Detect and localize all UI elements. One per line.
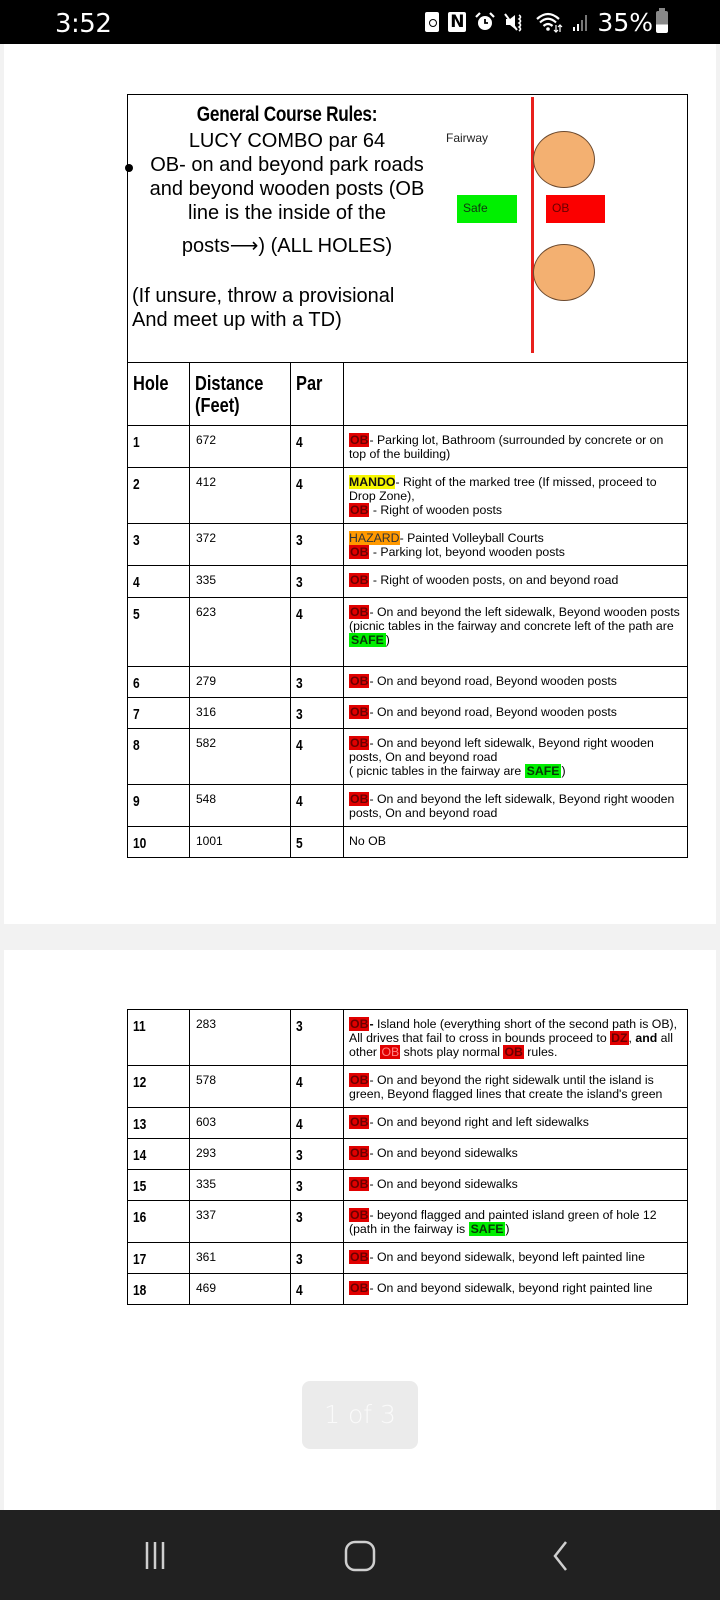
ob-tag: OB [350,503,369,517]
rule-text: - On and beyond sidewalk, beyond left painted line [369,1250,645,1264]
mando-tag: MANDO [349,475,396,489]
hole-number: 11 [128,1010,190,1066]
ob-tag: OB [350,1177,369,1191]
rule-text: - Right of the marked tree (If missed, proceed to Drop Zone), [349,475,657,503]
hole-number: 14 [128,1139,190,1170]
hole-par: 3 [291,1139,344,1170]
rule-line: OB- on and beyond park roads [150,154,424,176]
holes-table-page-1 [127,362,688,858]
hole-row [128,1139,688,1170]
status-bar [0,0,720,44]
hole-rules [344,785,688,827]
status-icons [425,8,668,36]
ob-line [531,97,534,353]
safe-tag: SAFE [470,1222,504,1236]
safe-tag: SAFE [351,633,384,647]
hole-par: 4 [291,598,344,667]
ob-tag: OB [504,1045,523,1059]
ob-tag: OB [350,1073,369,1087]
signal-icon [572,13,590,31]
hole-row [128,1066,688,1108]
rule-text: - On and beyond right and left sidewalks [369,1115,589,1129]
rule-text: - beyond flagged and painted island green of hole 12 [369,1208,657,1222]
hole-distance: 335 [190,566,291,598]
hole-row [128,698,688,729]
hole-par: 3 [291,524,344,566]
hole-rules [344,1108,688,1139]
rule-text: No OB [349,834,386,848]
hole-rules [344,1170,688,1201]
hole-rules [344,598,688,667]
hole-distance: 335 [190,1170,291,1201]
hole-par: 5 [291,827,344,858]
navigation-bar [0,1510,720,1600]
rule-text: and [635,1031,658,1045]
rule-text: ) [385,633,390,647]
rule-text: (picnic tables in the fairway and concrete left of the path are [349,619,674,633]
hole-number: 3 [128,524,190,566]
hole-par: 4 [291,785,344,827]
hole-row [128,566,688,598]
hole-rules [344,524,688,566]
hole-par: 4 [291,729,344,785]
hole-distance: 1001 [190,827,291,858]
hole-par: 3 [291,1010,344,1066]
home-button[interactable] [340,1536,380,1576]
holes-table-page-2 [127,1009,688,1305]
hole-row [128,1201,688,1243]
rule-text: - Painted Volleyball Courts [399,531,544,545]
hole-rules [344,468,688,524]
hole-rules [344,1201,688,1243]
hole-row [128,785,688,827]
rule-text: rules. [523,1045,558,1059]
hole-rules [344,729,688,785]
ob-tag: OB [350,1146,369,1160]
ob-tag: OB [350,705,369,719]
ob-tag: OB [381,1045,400,1059]
hole-par: 3 [291,1170,344,1201]
recents-button[interactable] [140,1536,180,1576]
rule-text: - On and beyond sidewalk, beyond right painted line [369,1281,653,1295]
header-rules [344,363,688,426]
rule-text: - On and beyond the left sidewalk, Beyond wooden posts [369,605,680,619]
hole-number: 6 [128,667,190,698]
hole-row [128,1170,688,1201]
battery-icon [656,11,668,33]
hole-row [128,1108,688,1139]
hole-par: 3 [291,698,344,729]
rule-text: - On and beyond road, Beyond wooden posts [369,705,617,719]
ob-line-diagram [446,95,689,363]
hole-number: 1 [128,426,190,468]
hole-row [128,1243,688,1274]
wifi-icon [535,11,563,33]
hole-row [128,468,688,524]
ob-label: OB [546,195,605,223]
hole-rules [344,566,688,598]
rules-note: (If unsure, throw a provisional [132,285,395,307]
hole-distance: 361 [190,1243,291,1274]
hole-distance: 412 [190,468,291,524]
hole-distance: 603 [190,1108,291,1139]
rule-text: - Right of wooden posts, on and beyond road [369,573,619,587]
hole-number: 15 [128,1170,190,1201]
hole-number: 9 [128,785,190,827]
rule-text: ( picnic tables in the fairway are [349,764,525,778]
hole-rules [344,827,688,858]
rule-text: - On and beyond the left sidewalk, Beyond right wooden posts, On and beyond road [349,792,675,820]
hole-rules [344,1139,688,1170]
wooden-post-icon [533,131,595,188]
hole-par: 4 [291,1108,344,1139]
nfc-icon: N [450,12,465,32]
safe-label: Safe [457,195,517,223]
hole-distance: 578 [190,1066,291,1108]
rule-text: - On and beyond the right sidewalk until the island is green, Beyond flagged lines that create the island's green [349,1073,663,1101]
rule-text: ) [505,1222,510,1236]
hole-row [128,598,688,667]
hole-row [128,1010,688,1066]
hole-distance: 372 [190,524,291,566]
battery-percent: 35% [597,7,653,37]
rules-header-box [127,94,688,362]
ob-tag: OB [350,1281,369,1295]
course-name: LUCY COMBO par 64 [188,130,386,152]
hole-number: 13 [128,1108,190,1139]
rule-line: line is the inside of the [188,202,386,224]
ob-tag: OB [350,736,369,750]
hole-rules [344,426,688,468]
rule-text: - On and beyond left sidewalk, Beyond right wooden posts, On and beyond road [349,736,654,764]
rule-text: ) [561,764,566,778]
hole-par: 4 [291,1066,344,1108]
hole-par: 4 [291,468,344,524]
ob-tag: OB [350,1250,369,1264]
rules-title: General Course Rules: [196,103,378,126]
hole-distance: 623 [190,598,291,667]
hole-rules [344,667,688,698]
rule-text: - On and beyond road, Beyond wooden posts [369,674,617,688]
hole-row [128,827,688,858]
fairway-label: Fairway [446,131,489,145]
hole-rules [344,1010,688,1066]
hole-number: 12 [128,1066,190,1108]
header-distance: Distance (Feet) [190,363,291,426]
hazard-tag: HAZARD [349,531,400,545]
hole-number: 18 [128,1274,190,1305]
vibrate-mute-icon [504,12,526,32]
ob-tag: OB [350,1208,369,1222]
wooden-post-icon [533,244,595,301]
hole-distance: 293 [190,1139,291,1170]
hole-rules [344,698,688,729]
hole-par: 4 [291,1274,344,1305]
alarm-icon [475,12,495,32]
ob-tag: OB [350,433,369,447]
hole-number: 8 [128,729,190,785]
hole-number: 2 [128,468,190,524]
rule-line: posts⟶) (ALL HOLES) [181,235,393,257]
rules-note: And meet up with a TD) [132,309,342,331]
rule-text: (path in the fairway is [349,1222,469,1236]
rule-line: and beyond wooden posts (OB [149,178,425,200]
ob-tag: OB [350,792,369,806]
hole-distance: 469 [190,1274,291,1305]
hole-number: 17 [128,1243,190,1274]
battery-saver-icon [425,12,439,32]
hole-distance: 548 [190,785,291,827]
ob-tag: OB [350,1115,369,1129]
page-indicator: 1 of 3 [302,1381,418,1449]
ob-tag: OB [350,605,369,619]
rule-text: - Parking lot, beyond wooden posts [369,545,565,559]
header-par: Par [291,363,344,426]
hole-number: 5 [128,598,190,667]
hole-distance: 279 [190,667,291,698]
hole-par: 4 [291,426,344,468]
hole-par: 3 [291,667,344,698]
header-hole: Hole [128,363,190,426]
hole-rules [344,1066,688,1108]
hole-number: 4 [128,566,190,598]
hole-distance: 337 [190,1201,291,1243]
safe-tag: SAFE [526,764,560,778]
hole-row [128,1274,688,1305]
rule-text: shots play normal [400,1045,504,1059]
hole-par: 3 [291,1201,344,1243]
ob-tag: DZ [611,1031,628,1045]
hole-row [128,667,688,698]
ob-tag: OB [350,1017,369,1031]
rule-text: - On and beyond sidewalks [369,1177,518,1191]
hole-par: 3 [291,1243,344,1274]
hole-rules [344,1274,688,1305]
hole-row [128,524,688,566]
rule-text: - [369,1017,377,1031]
hole-row [128,426,688,468]
ob-tag: OB [350,674,369,688]
rule-text: all other [349,1031,673,1059]
hole-row [128,729,688,785]
ob-tag: OB [350,573,369,587]
hole-distance: 283 [190,1010,291,1066]
hole-distance: 316 [190,698,291,729]
rule-text: , [628,1031,636,1045]
table-header-row [128,363,688,426]
rule-text: - Right of wooden posts [369,503,503,517]
hole-distance: 672 [190,426,291,468]
status-time: 3:52 [55,9,112,39]
back-button[interactable] [548,1536,588,1576]
hole-distance: 582 [190,729,291,785]
hole-number: 16 [128,1201,190,1243]
rule-text: Island hole (everything short of the second path is OB), All drives that fail to cross in bounds proceed to [349,1017,678,1045]
hole-par: 3 [291,566,344,598]
hole-number: 10 [128,827,190,858]
rule-text: - On and beyond sidewalks [369,1146,518,1160]
hole-number: 7 [128,698,190,729]
hole-rules [344,1243,688,1274]
ob-tag: OB [350,545,369,559]
rule-text: - Parking lot, Bathroom (surrounded by concrete or on top of the building) [349,433,664,461]
